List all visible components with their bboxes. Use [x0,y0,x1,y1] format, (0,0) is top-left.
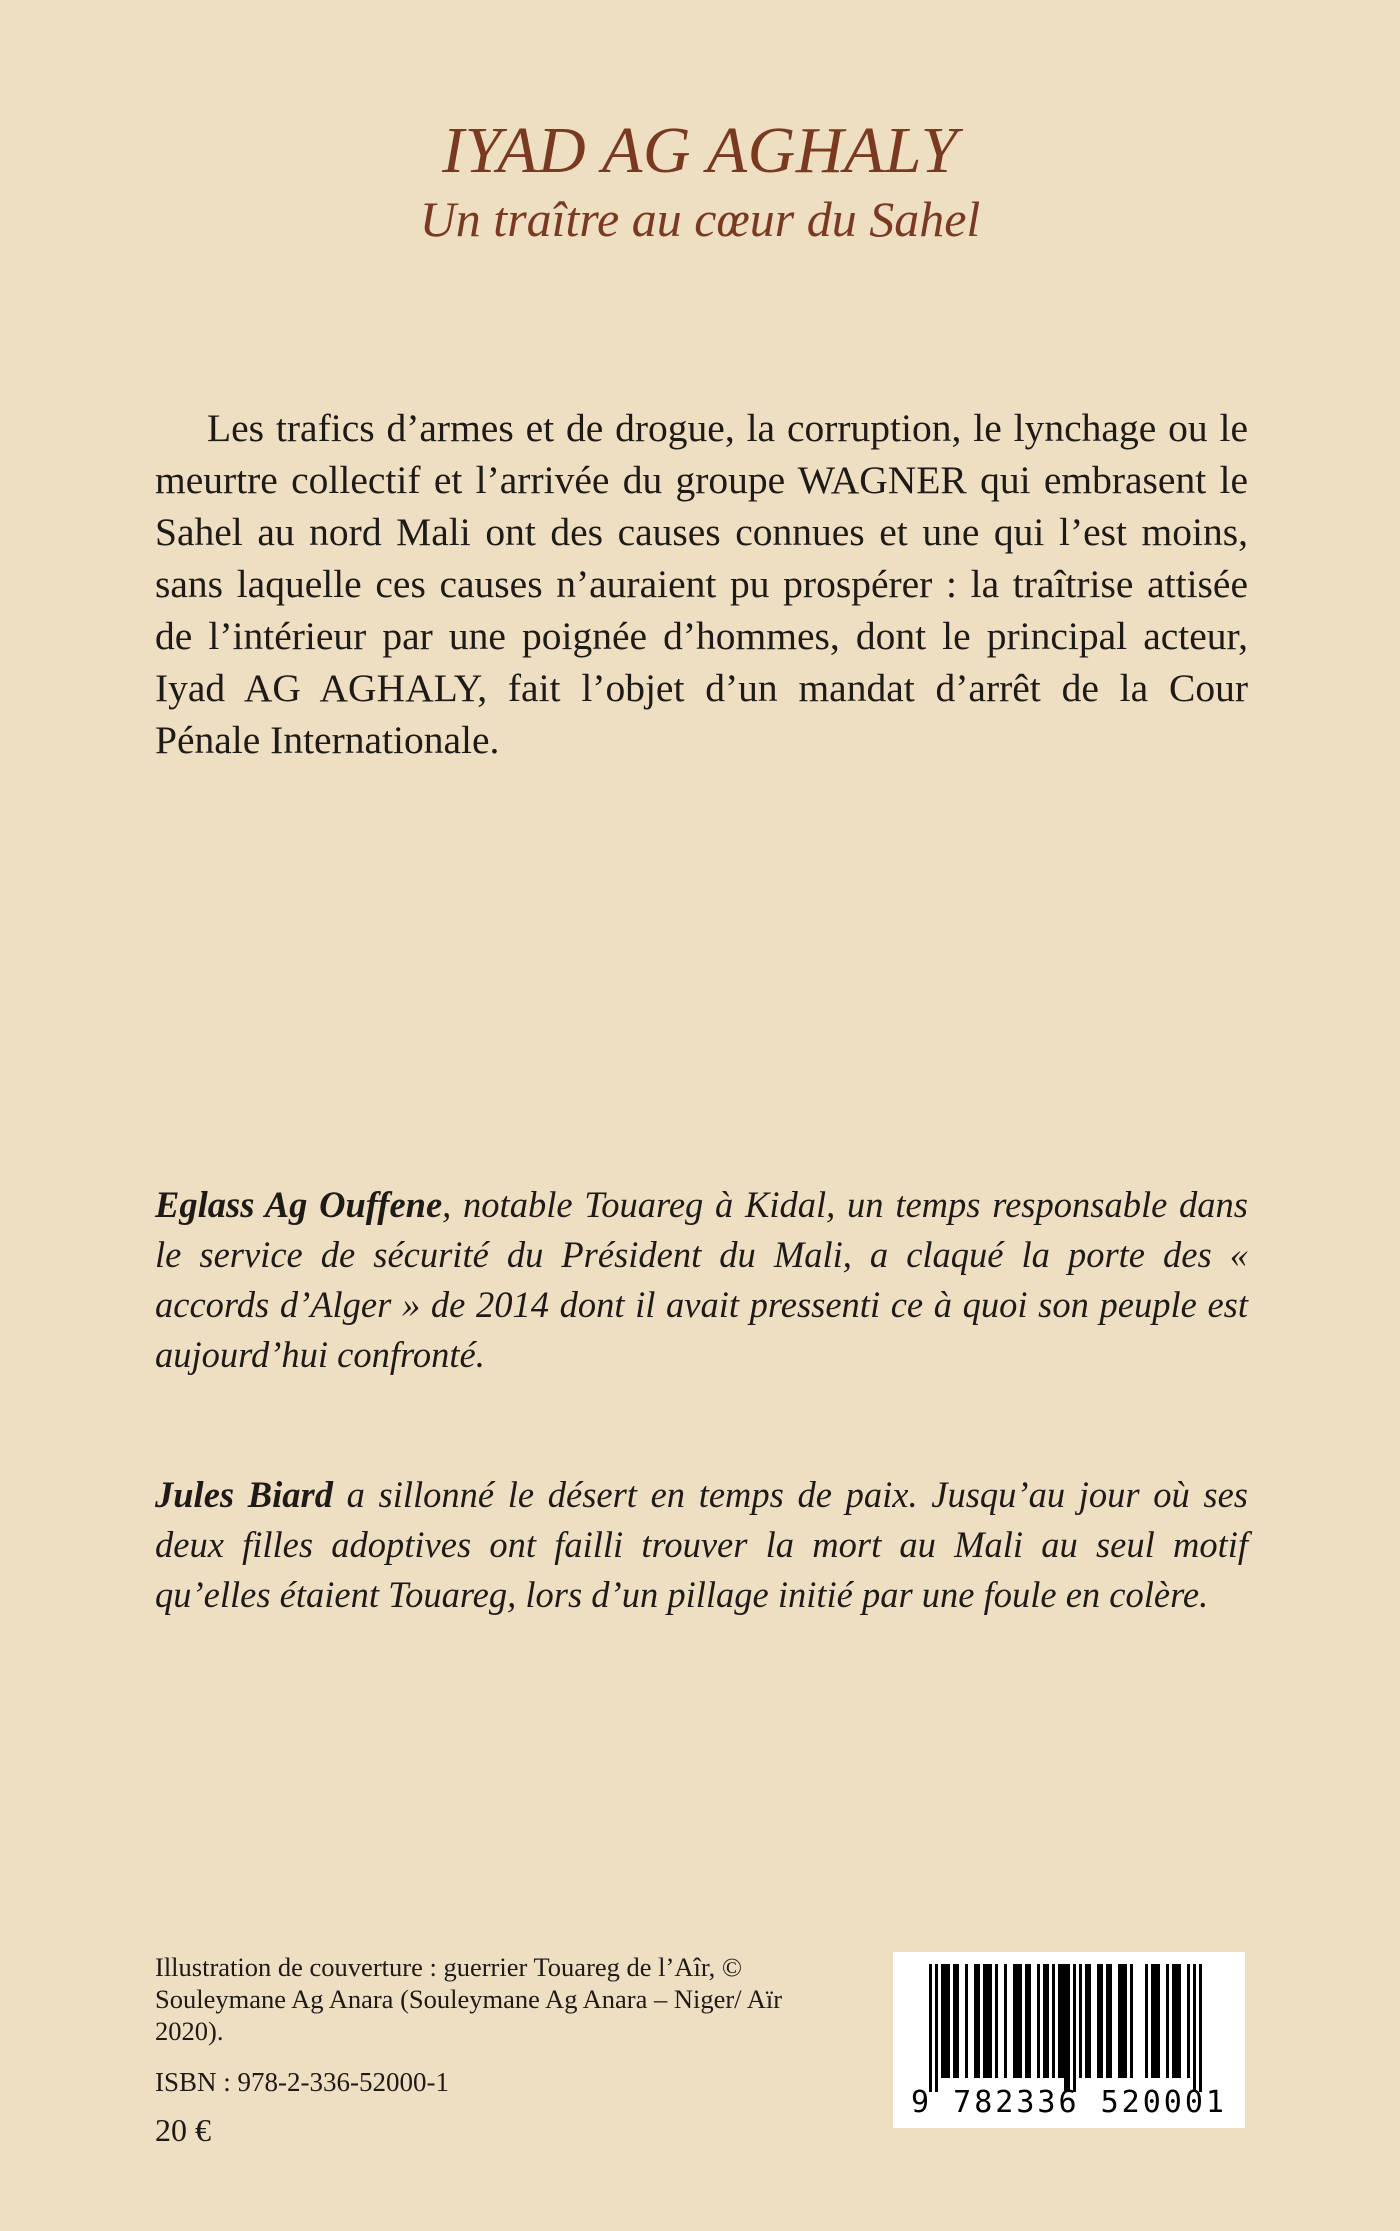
barcode-digits: 9 782336 520001 [911,2085,1227,2120]
author-bio-text-2: a sillonné le désert en temps de paix. Jusqu’au jour où ses deux filles adoptives ont failli trouver la mort au Mali au seul motif qu’elles étaient Touareg, lors d’un pillage initié par une foule en colère. [155,1474,1248,1615]
barcode-bar [983,1964,986,2078]
barcode-bar [1166,1964,1169,2078]
barcode-bar [1058,1964,1061,2078]
barcode-bar [1151,1964,1154,2078]
author-name-2: Jules Biard [155,1474,333,1515]
price-label: 20 € [155,2112,211,2148]
barcode-bar [1154,1964,1157,2078]
barcode-bar [944,1964,947,2078]
barcode-bar [929,1964,932,2092]
book-subtitle: Un traître au cœur du Sahel [419,191,981,247]
barcode-bar [1064,1964,1067,2092]
barcode-bar [1124,1964,1127,2078]
barcode-bar [1067,1964,1070,2092]
author-bio-2 [155,1470,1248,1620]
barcode-bar [956,1964,959,2078]
barcode-bar [1187,1964,1190,2078]
barcode-bar [986,1964,989,2078]
barcode-bar [1073,1964,1076,2092]
barcode-bar [1046,1964,1049,2078]
barcode-bar [1028,1964,1031,2078]
barcode-bar [1106,1964,1109,2078]
blurb-paragraph: Les trafics d’armes et de drogue, la corruption, le lynchage ou le meurtre collectif et l’arrivée du groupe WAGNER qui embrasent le Sahel au nord Mali ont des causes connues et une qui l’est moins, sans laquelle ces causes n’auraient pu prospérer : la traîtrise attisée de l’intérieur par une poignée d’hommes, dont le principal acteur, Iyad AG AGHALY, fait l’objet d’un mandat d’arrêt de la Cour Pénale Internationale. [155,406,1248,762]
barcode-bar [1193,1964,1196,2092]
barcode-bar [1130,1964,1133,2078]
barcode-bar [1037,1964,1040,2078]
barcode-bar [965,1964,968,2078]
barcode-bar [1052,1964,1055,2078]
barcode-bar [1061,1964,1064,2078]
isbn-label: ISBN : 978-2-336-52000-1 [155,2067,449,2097]
barcode-bar [947,1964,950,2078]
barcode-bar [989,1964,992,2078]
barcode-bar [1145,1964,1148,2078]
barcode-bar [1043,1964,1046,2078]
barcode-bar [1118,1964,1121,2078]
barcode-bar [1019,1964,1022,2078]
barcode [893,1952,1245,2128]
barcode-bar [1178,1964,1181,2078]
barcode-bar [1172,1964,1175,2078]
barcode-bar [1199,1964,1202,2092]
title-block [0,112,1400,250]
author-bio-1 [155,1180,1248,1380]
barcode-bar [1097,1964,1100,2078]
book-title: IYAD AG AGHALY [442,114,958,187]
barcode-bar [953,1964,956,2078]
barcode-bar [1079,1964,1082,2078]
barcode-bar [1175,1964,1178,2078]
barcode-bar [941,1964,944,2078]
author-name-1: Eglass Ag Ouffene [155,1184,443,1225]
barcode-bar [1100,1964,1103,2078]
barcode-bar [1085,1964,1088,2078]
barcode-bar [995,1964,998,2078]
barcode-bar [974,1964,977,2078]
barcode-bar [1013,1964,1016,2078]
barcode-bar [1088,1964,1091,2078]
barcode-bar [1025,1964,1028,2078]
barcode-bar [977,1964,980,2078]
illustration-credit: Illustration de couverture : guerrier Touareg de l’Aîr, © Souleymane Ag Anara (Souleymane Ag Anara – Niger/ Aïr 2020). [155,1952,783,2046]
barcode-bar [1004,1964,1007,2078]
barcode-bar [1109,1964,1112,2078]
barcode-bar [935,1964,938,2092]
barcode-bar [1016,1964,1019,2078]
author-bio-text-1: , notable Touareg à Kidal, un temps responsable dans le service de sécurité du Président du Mali, a claqué la porte des « accords d’Alger » de 2014 dont il avait pressenti ce à quoi son peuple est aujourd’hui confronté. [155,1184,1248,1375]
barcode-bar [1157,1964,1160,2078]
barcode-bar [1121,1964,1124,2078]
